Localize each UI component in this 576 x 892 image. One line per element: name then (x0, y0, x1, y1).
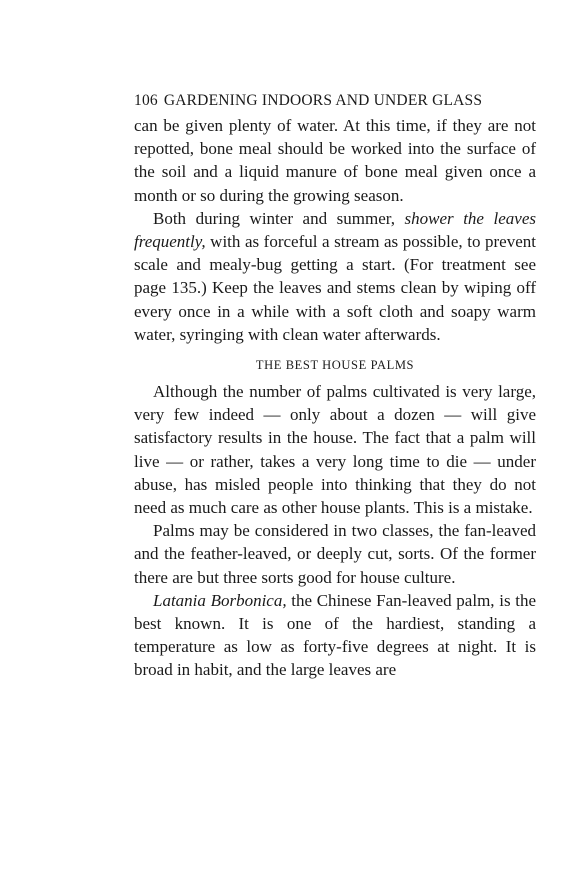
section-heading: THE BEST HOUSE PALMS (255, 358, 415, 373)
paragraph-palms-intro: Although the number of palms cultivated is very large, very few indeed — only about a dozen — will give satisfactory results in the house. The fact that a palm will live — or rather, takes a very long time to die — under abuse, has misled people into thinking that they do not need as much care as other house plants. This is a mistake. (134, 382, 536, 518)
emphasis-shower-leaves: shower the leaves frequently, (134, 208, 536, 252)
paragraph-watering: can be given plenty of water. At this time, if they are not repotted, bone meal should be worked into the surface of the soil and a liquid manure of bone meal given once a month or so during the growing season. (134, 116, 536, 205)
paragraph-palm-classes: Palms may be considered in two classes, the fan-leaved and the feather-leaved, or deeply cut, sorts. Of the former there are but three sorts good for house culture. (134, 521, 536, 587)
book-page (134, 90, 536, 682)
emphasis-latania: Latania Borbonica, (153, 590, 287, 610)
running-head (134, 90, 536, 112)
paragraph-showering (134, 207, 536, 346)
paragraph-latania-text: the Chinese Fan-leaved palm, is the best known. It is one of the hardiest, standing a temperature as low as forty-five degrees at night. It is broad in habit, and the large leaves are (134, 590, 536, 680)
paragraph-showering-text-b: with as forceful a stream as possible, to prevent scale and mealy-bug getting a start. (For treatment see page 135.) Keep the leaves and stems clean by wiping off every once in a while with a soft cloth and soapy warm water, syringing with clean water afterwards. (134, 232, 536, 344)
paragraph-latania (134, 589, 536, 682)
page-number: 106 (134, 92, 158, 109)
paragraph-showering-text-a: Both during winter and summer, (153, 208, 405, 228)
running-title: GARDENING INDOORS AND UNDER GLASS (163, 92, 483, 109)
